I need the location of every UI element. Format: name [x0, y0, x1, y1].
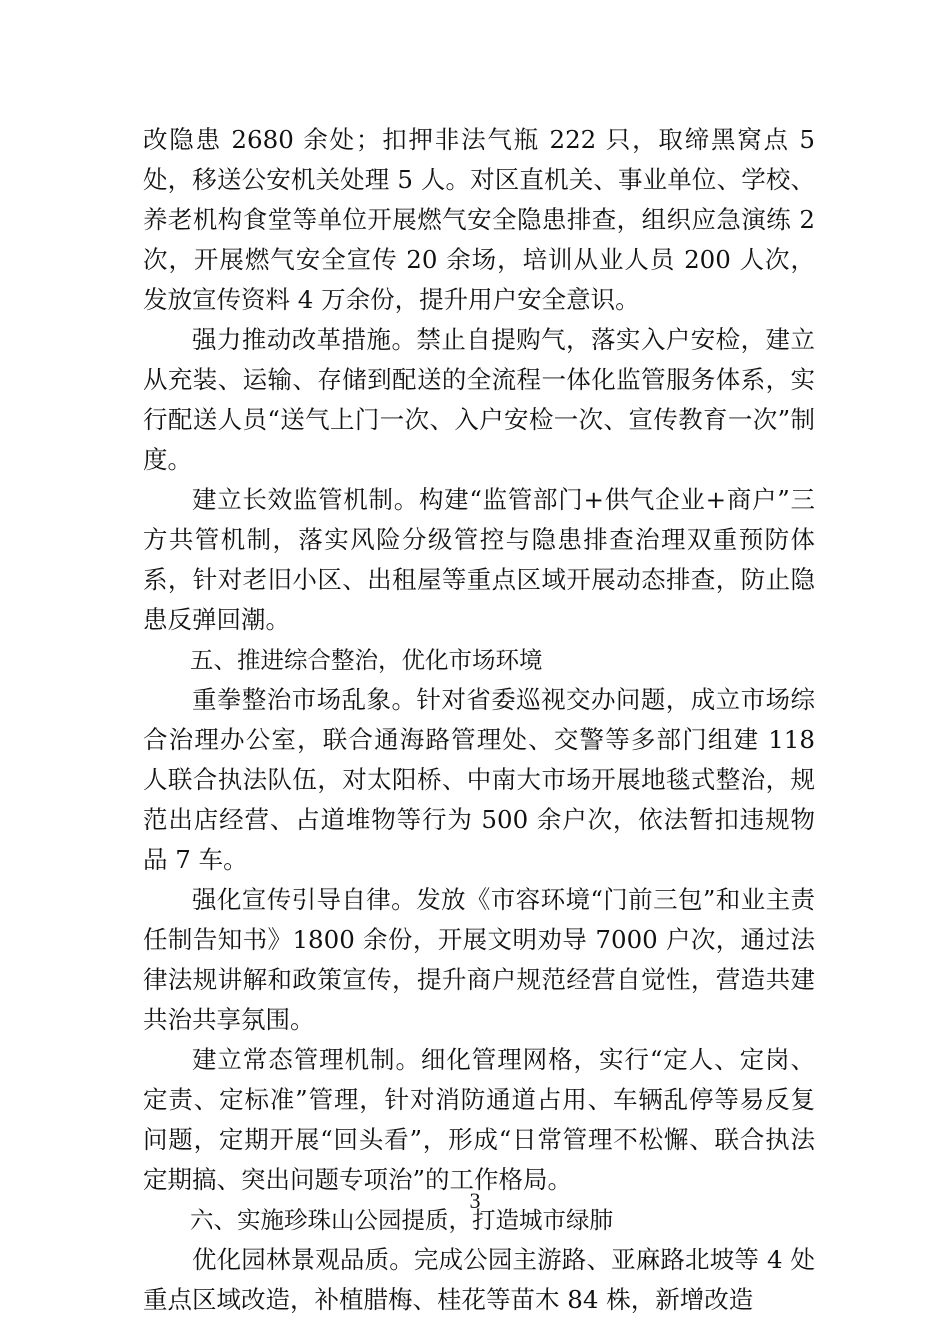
page-number: 3	[469, 1188, 481, 1213]
paragraph-reform-measures: 强力推动改革措施。禁止自提购气，落实入户安检，建立从充装、运输、存储到配送的全流程一体化监管服务体系，实行配送人员“送气上门一次、入户安检一次、宣传教育一次”制度。	[143, 325, 815, 474]
paragraph-market-chaos-rectification: 重拳整治市场乱象。针对省委巡视交办问题，成立市场综合治理办公室，联合通海路管理处、交警等多部门组建 118 人联合执法队伍，对太阳桥、中南大市场开展地毯式整治，规范出店经营、占道堆物等行为 500 余户次，依法暂扣违规物品 7 车。	[143, 685, 815, 874]
section-heading-pearl-mountain-park: 六、实施珍珠山公园提质，打造城市绿肺	[190, 1206, 613, 1234]
paragraph-publicity-guidance: 强化宣传引导自律。发放《市容环境“门前三包”和业主责任制告知书》1800 余份，开展文明劝导 7000 户次，通过法律法规讲解和政策宣传，提升商户规范经营自觉性，营造共建共治共享氛围。	[143, 885, 815, 1034]
paragraph-routine-management: 建立常态管理机制。细化管理网格，实行“定人、定岗、定责、定标准”管理，针对消防通道占用、车辆乱停等易反复问题，定期开展“回头看”，形成“日常管理不松懈、联合执法定期搞、突出问题专项治”的工作格局。	[143, 1045, 815, 1194]
section-heading-market-rectification: 五、推进综合整治，优化市场环境	[190, 646, 543, 674]
paragraph-landscape-optimization: 优化园林景观品质。完成公园主游路、亚麻路北坡等 4 处重点区域改造，补植腊梅、桂花等苗木 84 株，新增改造	[143, 1245, 815, 1314]
paragraph-gas-safety-results: 改隐患 2680 余处；扣押非法气瓶 222 只，取缔黑窝点 5 处，移送公安机关处理 5 人。对区直机关、事业单位、学校、养老机构食堂等单位开展燃气安全隐患排查，组织应急演练 2 次，开展燃气安全宣传 20 余场，培训从业人员 200 人次，发放宣传资料 4 万余份，提升用户安全意识。	[143, 125, 815, 314]
document-body	[143, 120, 815, 1320]
paragraph-long-term-supervision: 建立长效监管机制。构建“监管部门+供气企业+商户”三方共管机制，落实风险分级管控与隐患排查治理双重预防体系，针对老旧小区、出租屋等重点区域开展动态排查，防止隐患反弹回潮。	[143, 485, 815, 634]
